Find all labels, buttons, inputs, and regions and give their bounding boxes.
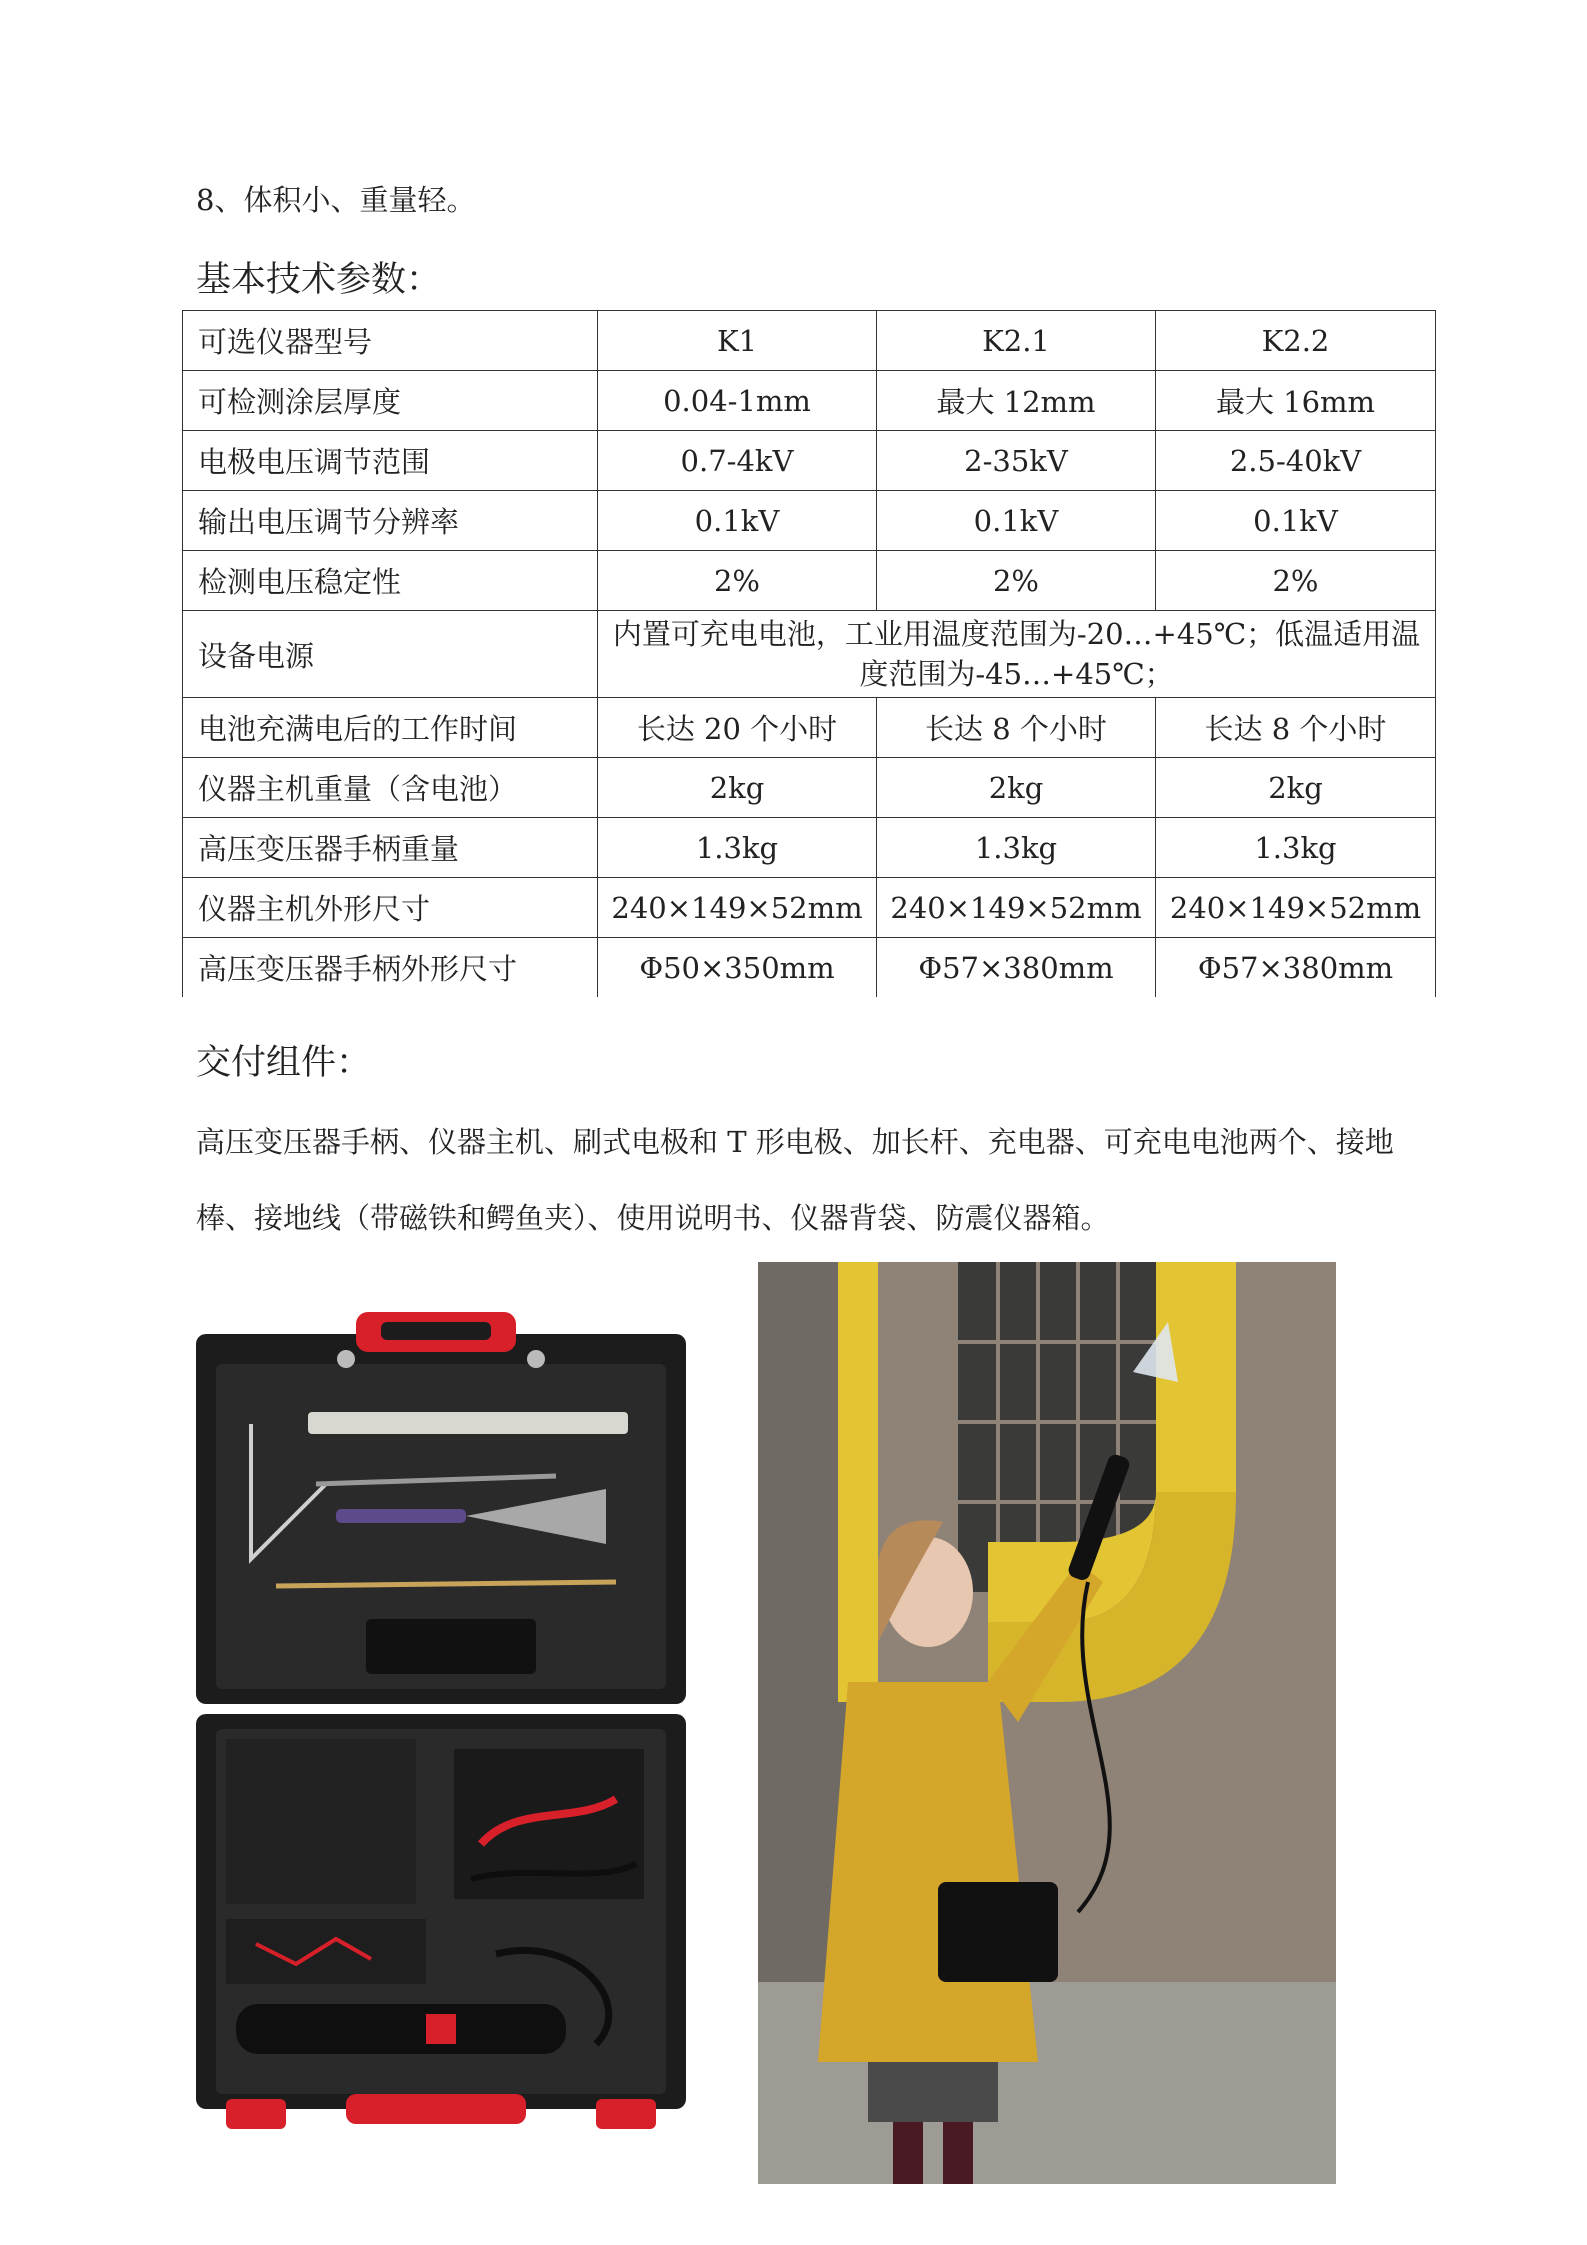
row-label: 设备电源 [183,611,598,698]
table-row [183,938,1436,998]
row-label: 高压变压器手柄外形尺寸 [183,938,598,998]
cell: 2% [877,551,1156,611]
row-label: 仪器主机外形尺寸 [183,878,598,938]
hv-handle [236,2004,566,2054]
table-row [183,758,1436,818]
table-row [183,311,1436,371]
cell: 1.3kg [598,818,877,878]
row-label: 检测电压稳定性 [183,551,598,611]
equipment-case-photo [196,1304,696,2134]
field-use-photo [758,1262,1336,2184]
cell: 0.1kV [1156,491,1436,551]
row-label: 输出电压调节分辨率 [183,491,598,551]
row-label: 高压变压器手柄重量 [183,818,598,878]
cell: 2kg [877,758,1156,818]
row-label: 电池充满电后的工作时间 [183,698,598,758]
cell: 1.3kg [877,818,1156,878]
table-row [183,491,1436,551]
extension-rod [308,1412,628,1434]
cell: 长达 20 个小时 [598,698,877,758]
cell: 长达 8 个小时 [877,698,1156,758]
table-row [183,551,1436,611]
cell: 最大 16mm [1156,371,1436,431]
table-row [183,698,1436,758]
power-supply-cell: 内置可充电电池，工业用温度范围为-20…+45℃；低温适用温度范围为-45…+45℃； [598,611,1436,698]
parts-heading: 交付组件： [196,1043,372,1083]
cell: 2kg [598,758,877,818]
cell: 0.1kV [877,491,1156,551]
row-label: 电极电压调节范围 [183,431,598,491]
table-row [183,431,1436,491]
model-k2-2: K2.2 [1156,311,1436,371]
instrument-bag [938,1882,1058,1982]
brush-electrode [336,1509,466,1523]
cell: 240×149×52mm [1156,878,1436,938]
model-k1: K1 [598,311,877,371]
cell: 0.7-4kV [598,431,877,491]
cell: 0.04-1mm [598,371,877,431]
table-row [183,371,1436,431]
cell: 2kg [1156,758,1436,818]
row-label: 可选仪器型号 [183,311,598,371]
cell: 0.1kV [598,491,877,551]
cell: 240×149×52mm [877,878,1156,938]
params-heading: 基本技术参数： [196,260,442,300]
row-label: 仪器主机重量（含电池） [183,758,598,818]
row-label: 可检测涂层厚度 [183,371,598,431]
item-8-text: 8、体积小、重量轻。 [196,183,476,217]
table-row [183,818,1436,878]
cell: Φ57×380mm [1156,938,1436,998]
cell: 长达 8 个小时 [1156,698,1436,758]
model-k2-1: K2.1 [877,311,1156,371]
battery-pack [366,1619,536,1674]
cell: 1.3kg [1156,818,1436,878]
table-row [183,611,1436,698]
cell: 最大 12mm [877,371,1156,431]
cell: 2.5-40kV [1156,431,1436,491]
cell: 2% [1156,551,1436,611]
table-row [183,878,1436,938]
cell: Φ57×380mm [877,938,1156,998]
cell: 240×149×52mm [598,878,877,938]
spec-table [182,310,1436,997]
cell: 2% [598,551,877,611]
cell: 2-35kV [877,431,1156,491]
cell: Φ50×350mm [598,938,877,998]
parts-text: 高压变压器手柄、仪器主机、刷式电极和 T 形电极、加长杆、充电器、可充电电池两个、接地棒、接地线（带磁铁和鳄鱼夹）、使用说明书、仪器背袋、防震仪器箱。 [196,1125,1394,1235]
